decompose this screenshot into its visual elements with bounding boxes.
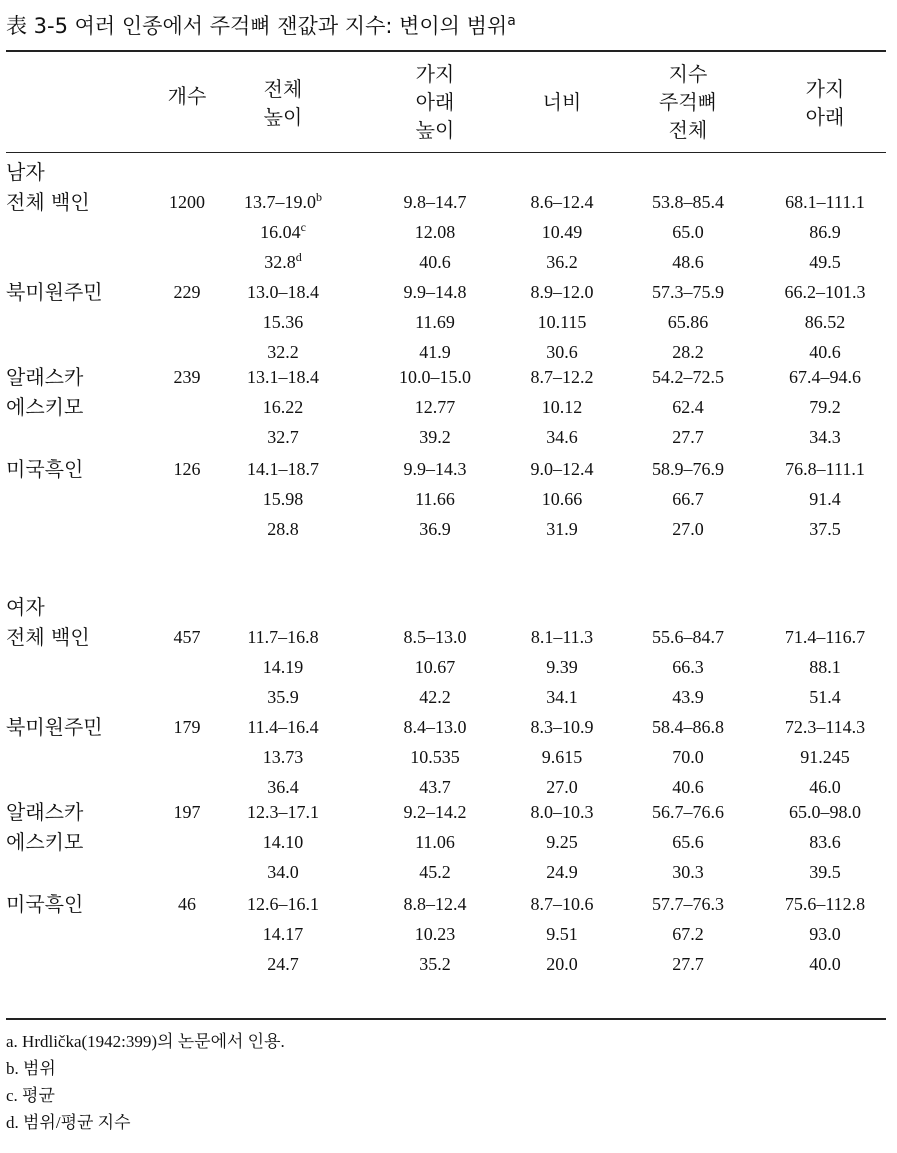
table-cell xyxy=(546,857,578,887)
table-cell xyxy=(652,277,724,307)
table-title-text: 表 3-5 여러 인종에서 주걱뼈 잰값과 지수: 변이의 범위 xyxy=(6,14,508,38)
table-cell xyxy=(531,277,594,307)
table-cell xyxy=(809,217,841,247)
table-cell xyxy=(264,247,302,277)
table-cell xyxy=(672,217,704,247)
cell-value: 86.9 xyxy=(809,222,841,242)
table-cell xyxy=(404,277,467,307)
cell-value: 10.67 xyxy=(414,657,456,677)
table-cell xyxy=(404,889,467,919)
table-cell xyxy=(672,514,704,544)
table-cell xyxy=(546,682,578,712)
table-cell xyxy=(263,307,304,337)
header-rule xyxy=(6,152,886,153)
cell-value: 54.2–72.5 xyxy=(652,367,724,387)
cell-value: 9.615 xyxy=(541,747,583,767)
table-cell xyxy=(263,484,304,514)
cell-value: 53.8–85.4 xyxy=(652,192,724,212)
table-cell xyxy=(531,797,594,827)
table-cell xyxy=(415,919,456,949)
footnote-mark: c xyxy=(300,220,306,234)
table-cell xyxy=(672,949,704,979)
header-total-height xyxy=(264,75,303,131)
table-cell xyxy=(538,307,587,337)
table-cell xyxy=(263,392,304,422)
table-cell xyxy=(652,797,724,827)
table-cell xyxy=(809,827,841,857)
table-cell xyxy=(789,797,861,827)
table-cell xyxy=(652,454,724,484)
table-cell xyxy=(809,514,841,544)
group-count: 1200 xyxy=(169,192,205,212)
top-rule xyxy=(6,50,886,52)
cell-value: 12.3–17.1 xyxy=(247,802,319,822)
cell-value: 34.3 xyxy=(809,427,841,447)
table-cell xyxy=(267,857,299,887)
header-scapular-index xyxy=(659,60,717,144)
group-count: 179 xyxy=(173,717,201,737)
cell-value: 30.3 xyxy=(672,862,704,882)
table-cell xyxy=(809,247,841,277)
table-cell xyxy=(652,889,724,919)
cell-value: 62.4 xyxy=(672,397,704,417)
table-cell xyxy=(672,682,704,712)
cell-value: 10.66 xyxy=(541,489,583,509)
cell-value: 91.245 xyxy=(800,747,850,767)
table-cell xyxy=(263,742,304,772)
table-cell xyxy=(404,712,467,742)
cell-value: 43.7 xyxy=(419,777,451,797)
footnote-item: c. 평균 xyxy=(6,1086,55,1105)
cell-value: 14.19 xyxy=(262,657,304,677)
group-count: 229 xyxy=(173,282,201,302)
table-cell xyxy=(805,307,846,337)
cell-value: 9.0–12.4 xyxy=(530,459,594,479)
table-cell xyxy=(652,187,724,217)
table-cell xyxy=(404,187,467,217)
footnote-item: a. Hrdlička(1942:399)의 논문에서 인용. xyxy=(6,1032,285,1051)
cell-value: 36.4 xyxy=(267,777,299,797)
cell-value: 70.0 xyxy=(672,747,704,767)
cell-value: 8.7–10.6 xyxy=(530,894,594,914)
group-name: 북미원주민 xyxy=(6,715,103,739)
group-count: 197 xyxy=(173,802,201,822)
table-title xyxy=(6,10,516,40)
cell-value: 32.8 xyxy=(264,252,296,272)
table-cell xyxy=(415,392,456,422)
table-cell xyxy=(247,797,319,827)
cell-value: 10.115 xyxy=(537,312,587,332)
table-cell xyxy=(672,919,704,949)
table-cell xyxy=(263,827,304,857)
cell-value: 8.3–10.9 xyxy=(530,717,594,737)
table-cell xyxy=(785,187,865,217)
group-name: 미국흑인 xyxy=(6,457,84,481)
cell-value: 57.3–75.9 xyxy=(652,282,724,302)
table-cell xyxy=(542,217,583,247)
cell-value: 34.1 xyxy=(546,687,578,707)
table-cell xyxy=(247,277,319,307)
cell-value: 10.0–15.0 xyxy=(399,367,471,387)
cell-value: 11.4–16.4 xyxy=(247,717,319,737)
footnote-mark: d xyxy=(295,250,302,264)
table-cell xyxy=(546,919,578,949)
table-cell xyxy=(404,622,467,652)
cell-value: 65.0–98.0 xyxy=(789,802,861,822)
cell-value: 39.5 xyxy=(809,862,841,882)
cell-value: 66.3 xyxy=(672,657,704,677)
group-count: 239 xyxy=(173,367,201,387)
table-cell xyxy=(410,742,460,772)
cell-value: 20.0 xyxy=(546,954,578,974)
header-count-line: 개수 xyxy=(167,84,207,108)
table-cell xyxy=(809,949,841,979)
table-cell xyxy=(263,919,304,949)
bottom-rule xyxy=(6,1018,886,1020)
table-cell xyxy=(668,307,709,337)
cell-value: 24.7 xyxy=(267,954,299,974)
cell-value: 40.0 xyxy=(809,954,841,974)
cell-value: 34.0 xyxy=(267,862,299,882)
header-infraspinous xyxy=(806,75,845,131)
table-cell xyxy=(546,949,578,979)
cell-value: 8.1–11.3 xyxy=(530,627,594,647)
cell-value: 58.9–76.9 xyxy=(652,459,724,479)
cell-value: 9.25 xyxy=(546,832,578,852)
cell-value: 40.6 xyxy=(672,777,704,797)
cell-value: 68.1–111.1 xyxy=(785,192,865,212)
table-cell xyxy=(260,217,306,247)
header-infraspinous-height-line: 높이 xyxy=(415,118,455,142)
group-name: 전체 백인 xyxy=(6,190,90,214)
cell-value: 8.6–12.4 xyxy=(530,192,594,212)
table-cell xyxy=(531,622,593,652)
group-name: 전체 백인 xyxy=(6,625,90,649)
cell-value: 10.535 xyxy=(410,747,460,767)
cell-value: 67.2 xyxy=(672,924,704,944)
cell-value: 11.66 xyxy=(415,489,455,509)
group-count: 457 xyxy=(173,627,201,647)
table-cell xyxy=(546,514,578,544)
table-cell xyxy=(672,422,704,452)
table-cell xyxy=(244,187,322,217)
table-cell xyxy=(785,622,865,652)
cell-value: 8.4–13.0 xyxy=(403,717,467,737)
table-cell xyxy=(247,454,319,484)
table-cell xyxy=(809,422,841,452)
cell-value: 45.2 xyxy=(419,862,451,882)
table-cell xyxy=(809,919,841,949)
cell-value: 15.36 xyxy=(262,312,304,332)
table-cell xyxy=(672,857,704,887)
cell-value: 39.2 xyxy=(419,427,451,447)
cell-value: 35.2 xyxy=(419,954,451,974)
table-cell xyxy=(267,949,299,979)
cell-value: 57.7–76.3 xyxy=(652,894,724,914)
cell-value: 9.8–14.7 xyxy=(403,192,467,212)
cell-value: 9.2–14.2 xyxy=(403,802,467,822)
cell-value: 58.4–86.8 xyxy=(652,717,724,737)
table-cell xyxy=(415,652,456,682)
header-total-height-line: 높이 xyxy=(263,105,303,129)
table-cell xyxy=(415,307,455,337)
title-footnote-mark: a xyxy=(507,13,516,29)
cell-value: 8.5–13.0 xyxy=(403,627,467,647)
cell-value: 16.22 xyxy=(262,397,304,417)
table-cell xyxy=(785,889,865,919)
footnote-mark: b xyxy=(316,190,322,204)
cell-value: 13.7–19.0 xyxy=(244,192,316,212)
table-cell xyxy=(672,392,704,422)
header-scapular-index-line: 전체 xyxy=(668,118,708,142)
table-cell xyxy=(809,484,841,514)
group-count: 126 xyxy=(173,459,201,479)
table-cell xyxy=(531,454,594,484)
cell-value: 65.86 xyxy=(667,312,709,332)
table-cell xyxy=(404,454,467,484)
table-cell xyxy=(267,514,299,544)
cell-value: 11.06 xyxy=(415,832,455,852)
table-cell xyxy=(531,712,594,742)
table-cell xyxy=(419,682,451,712)
cell-value: 35.9 xyxy=(267,687,299,707)
table-cell xyxy=(809,857,841,887)
table-cell xyxy=(785,712,865,742)
cell-value: 43.9 xyxy=(672,687,704,707)
table-cell xyxy=(247,889,319,919)
table-cell xyxy=(652,622,724,652)
header-infraspinous-height-line: 아래 xyxy=(415,90,455,114)
table-cell xyxy=(419,857,451,887)
table-cell xyxy=(546,247,578,277)
cell-value: 16.04 xyxy=(260,222,301,242)
table-cell xyxy=(542,742,583,772)
table-cell xyxy=(247,712,318,742)
header-infraspinous-height xyxy=(416,60,455,144)
cell-value: 13.1–18.4 xyxy=(247,367,319,387)
table-cell xyxy=(419,514,451,544)
table-cell xyxy=(531,889,594,919)
table-cell xyxy=(542,484,583,514)
cell-value: 34.6 xyxy=(546,427,578,447)
cell-value: 27.7 xyxy=(672,954,704,974)
table-cell xyxy=(809,392,841,422)
group-name: 알래스카 xyxy=(6,800,84,824)
cell-value: 8.7–12.2 xyxy=(530,367,594,387)
header-breadth-line: 너비 xyxy=(542,90,582,114)
table-cell xyxy=(652,712,724,742)
header-infraspinous-height-line: 가지 xyxy=(415,62,455,86)
cell-value: 66.7 xyxy=(672,489,704,509)
cell-value: 91.4 xyxy=(809,489,841,509)
cell-value: 11.69 xyxy=(415,312,455,332)
cell-value: 36.9 xyxy=(419,519,451,539)
table-cell xyxy=(789,362,861,392)
cell-value: 27.0 xyxy=(546,777,578,797)
cell-value: 46.0 xyxy=(809,777,841,797)
cell-value: 83.6 xyxy=(809,832,841,852)
cell-value: 71.4–116.7 xyxy=(784,627,866,647)
cell-value: 8.0–10.3 xyxy=(530,802,594,822)
cell-value: 40.6 xyxy=(419,252,451,272)
table-cell xyxy=(809,682,841,712)
cell-value: 32.2 xyxy=(267,342,299,362)
header-scapular-index-line: 지수 xyxy=(668,62,708,86)
header-infraspinous-line: 가지 xyxy=(805,77,845,101)
cell-value: 76.8–111.1 xyxy=(785,459,865,479)
cell-value: 9.39 xyxy=(546,657,578,677)
table-cell xyxy=(247,362,319,392)
cell-value: 8.9–12.0 xyxy=(530,282,594,302)
cell-value: 14.10 xyxy=(262,832,304,852)
cell-value: 13.0–18.4 xyxy=(247,282,319,302)
table-cell xyxy=(672,247,704,277)
cell-value: 28.8 xyxy=(267,519,299,539)
header-total-height-line: 전체 xyxy=(263,77,303,101)
header-count xyxy=(168,82,207,110)
footnote-item: b. 범위 xyxy=(6,1059,56,1078)
cell-value: 12.77 xyxy=(414,397,456,417)
cell-value: 9.9–14.8 xyxy=(403,282,467,302)
cell-value: 48.6 xyxy=(672,252,704,272)
cell-value: 27.7 xyxy=(672,427,704,447)
cell-value: 15.98 xyxy=(262,489,304,509)
header-infraspinous-line: 아래 xyxy=(805,105,845,129)
cell-value: 14.1–18.7 xyxy=(247,459,319,479)
group-name: 에스키모 xyxy=(6,830,84,854)
cell-value: 31.9 xyxy=(546,519,578,539)
table-cell xyxy=(531,187,594,217)
table-cell xyxy=(404,797,467,827)
cell-value: 14.17 xyxy=(262,924,304,944)
table-cell xyxy=(399,362,471,392)
cell-value: 56.7–76.6 xyxy=(652,802,724,822)
cell-value: 10.49 xyxy=(541,222,583,242)
table-cell xyxy=(419,247,451,277)
table-cell xyxy=(672,652,704,682)
table-cell xyxy=(415,827,455,857)
group-name: 알래스카 xyxy=(6,365,84,389)
cell-value: 49.5 xyxy=(809,252,841,272)
cell-value: 79.2 xyxy=(809,397,841,417)
cell-value: 32.7 xyxy=(267,427,299,447)
cell-value: 40.6 xyxy=(809,342,841,362)
table-cell xyxy=(267,422,299,452)
cell-value: 36.2 xyxy=(546,252,578,272)
table-cell xyxy=(531,362,594,392)
section-label: 여자 xyxy=(6,595,45,619)
table-cell xyxy=(800,742,850,772)
header-breadth xyxy=(543,88,582,116)
cell-value: 24.9 xyxy=(546,862,578,882)
cell-value: 9.51 xyxy=(546,924,578,944)
group-name: 미국흑인 xyxy=(6,892,84,916)
table-cell xyxy=(672,827,704,857)
cell-value: 30.6 xyxy=(546,342,578,362)
table-cell xyxy=(415,217,456,247)
cell-value: 86.52 xyxy=(804,312,846,332)
cell-value: 41.9 xyxy=(419,342,451,362)
group-name: 에스키모 xyxy=(6,395,84,419)
table-cell xyxy=(785,454,865,484)
table-cell xyxy=(247,622,318,652)
table-cell xyxy=(809,652,841,682)
cell-value: 55.6–84.7 xyxy=(652,627,724,647)
section-label: 남자 xyxy=(6,160,45,184)
table-cell xyxy=(652,362,724,392)
cell-value: 72.3–114.3 xyxy=(784,717,866,737)
cell-value: 13.73 xyxy=(262,747,304,767)
table-cell xyxy=(542,392,583,422)
cell-value: 10.12 xyxy=(541,397,583,417)
cell-value: 27.0 xyxy=(672,519,704,539)
table-cell xyxy=(785,277,866,307)
cell-value: 93.0 xyxy=(809,924,841,944)
table-cell xyxy=(546,827,578,857)
table-cell xyxy=(672,742,704,772)
cell-value: 66.2–101.3 xyxy=(784,282,866,302)
cell-value: 67.4–94.6 xyxy=(789,367,861,387)
table-cell xyxy=(419,949,451,979)
table-cell xyxy=(546,422,578,452)
cell-value: 9.9–14.3 xyxy=(403,459,467,479)
table-cell xyxy=(267,682,299,712)
cell-value: 8.8–12.4 xyxy=(403,894,467,914)
table-cell xyxy=(263,652,304,682)
group-count: 46 xyxy=(178,894,196,914)
table-cell xyxy=(415,484,455,514)
cell-value: 42.2 xyxy=(419,687,451,707)
cell-value: 65.6 xyxy=(672,832,704,852)
table-cell xyxy=(546,652,578,682)
footnote-item: d. 범위/평균 지수 xyxy=(6,1113,131,1132)
cell-value: 12.6–16.1 xyxy=(247,894,319,914)
cell-value: 11.7–16.8 xyxy=(247,627,319,647)
cell-value: 51.4 xyxy=(809,687,841,707)
cell-value: 10.23 xyxy=(414,924,456,944)
table-cell xyxy=(419,422,451,452)
cell-value: 88.1 xyxy=(809,657,841,677)
header-scapular-index-line: 주걱뼈 xyxy=(659,90,717,114)
cell-value: 12.08 xyxy=(414,222,456,242)
cell-value: 37.5 xyxy=(809,519,841,539)
cell-value: 65.0 xyxy=(672,222,704,242)
cell-value: 75.6–112.8 xyxy=(784,894,866,914)
group-name: 북미원주민 xyxy=(6,280,103,304)
table-cell xyxy=(672,484,704,514)
cell-value: 28.2 xyxy=(672,342,704,362)
